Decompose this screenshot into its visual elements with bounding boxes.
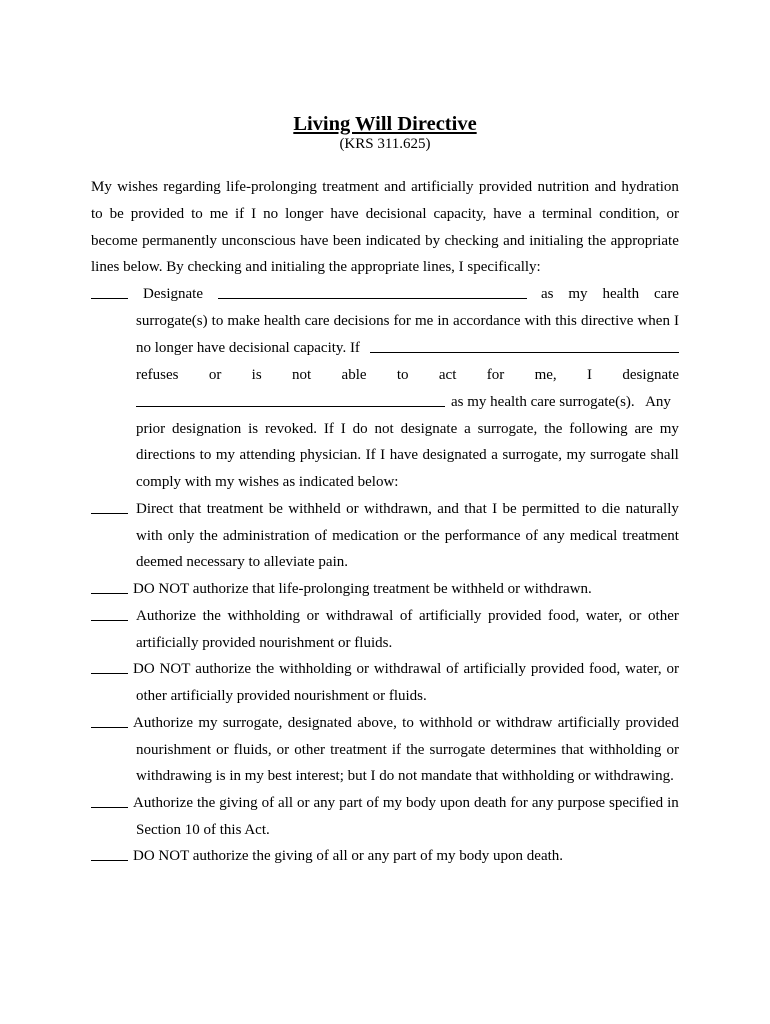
word: in — [667, 795, 679, 811]
word: I — [380, 447, 386, 463]
dl4-w4: able — [341, 367, 367, 383]
word: the — [255, 661, 275, 677]
word: by — [425, 233, 441, 249]
word: or — [306, 608, 320, 624]
word: following — [569, 421, 628, 437]
word: attending — [239, 447, 296, 463]
word: my — [566, 447, 586, 463]
word: prior — [136, 421, 166, 437]
word: that — [178, 501, 202, 517]
dl4-w9: I — [586, 367, 592, 383]
dl4-w0: refuses — [136, 367, 179, 383]
word: physician. — [299, 447, 362, 463]
word: have — [389, 447, 419, 463]
word: do — [352, 421, 368, 437]
word: me — [209, 206, 229, 222]
word: that — [561, 742, 584, 758]
word: the — [406, 742, 425, 758]
word: the — [587, 233, 607, 249]
word: hydration — [621, 179, 679, 195]
word: are — [634, 421, 653, 437]
intro-line-4: lines below. By checking and initialing the appropriate lines, I specifically: — [91, 259, 541, 275]
word: permanently — [142, 233, 218, 249]
word: naturally — [625, 501, 679, 517]
word: the — [196, 795, 216, 811]
designate-line-3: no longer have decisional capacity. If — [136, 340, 360, 356]
word: for — [393, 313, 411, 329]
word: the — [421, 528, 440, 544]
word: performance — [444, 528, 521, 544]
dl4-w10: designate — [622, 367, 679, 383]
word: and — [437, 501, 459, 517]
word: permitted — [522, 501, 580, 517]
word: withdraw — [495, 715, 553, 731]
dl4-w1: or — [208, 367, 222, 383]
word: health — [263, 313, 301, 329]
surrogate-name-field-3[interactable] — [136, 393, 445, 407]
word: withheld — [288, 501, 341, 517]
word: only — [167, 528, 195, 544]
word: artificially — [557, 715, 621, 731]
word: checking — [444, 233, 499, 249]
dl4-w3: not — [292, 367, 312, 383]
word: designated — [287, 715, 352, 731]
word: of — [366, 795, 379, 811]
word: withdrawal — [325, 608, 394, 624]
word: body — [406, 795, 437, 811]
authorize-surrogate-line-1 — [133, 714, 679, 732]
word: surrogate — [429, 742, 486, 758]
initial-line-do-not-withheld[interactable] — [91, 580, 128, 594]
word: and — [503, 233, 525, 249]
word: authorize — [195, 661, 252, 677]
word: capacity, — [433, 206, 487, 222]
word: or — [628, 608, 642, 624]
word: upon — [439, 795, 470, 811]
designate-trail-my: my — [568, 286, 588, 302]
word: shall — [650, 447, 679, 463]
word: surrogate, — [502, 447, 562, 463]
word: My — [91, 179, 112, 195]
word: artificially — [418, 608, 482, 624]
word: me — [414, 313, 434, 329]
word: of — [314, 528, 328, 544]
direct-line-1 — [136, 500, 679, 518]
designate-line-6 — [136, 420, 679, 438]
word: have — [330, 206, 359, 222]
word: a — [528, 206, 536, 222]
word: water, — [585, 608, 623, 624]
word: part — [339, 795, 363, 811]
dl4-w6: act — [438, 367, 457, 383]
word: is — [248, 421, 259, 437]
word: my — [382, 795, 403, 811]
word: or — [216, 742, 229, 758]
word: designate — [400, 421, 458, 437]
word: been — [332, 233, 362, 249]
word: to — [584, 501, 597, 517]
word: unconscious — [221, 233, 296, 249]
word: medical — [569, 528, 618, 544]
designate-line-7 — [136, 446, 679, 464]
word: become — [91, 233, 138, 249]
word: a — [464, 421, 471, 437]
word: designated — [422, 447, 487, 463]
word: decisional — [365, 206, 427, 222]
initial-line-designate[interactable] — [91, 285, 128, 299]
word: withholding — [227, 608, 301, 624]
authorize-body-line-2: Section 10 of this Act. — [136, 822, 270, 838]
word: to — [191, 206, 203, 222]
word: determines — [490, 742, 557, 758]
word: withdrawal — [373, 661, 442, 677]
word: food, — [589, 661, 621, 677]
word: I — [251, 206, 257, 222]
word: treatment — [622, 528, 679, 544]
word: If — [365, 447, 376, 463]
word: I — [673, 313, 679, 329]
word: my — [215, 447, 236, 463]
designate-line-5: as my health care surrogate(s). Any — [451, 394, 671, 410]
designate-line-8: comply with my wishes as indicated below: — [136, 474, 399, 490]
word: accordance — [453, 313, 521, 329]
word: decisions — [333, 313, 390, 329]
word: the — [199, 528, 218, 544]
word: of — [525, 528, 539, 544]
word: any — [531, 795, 554, 811]
word: all — [278, 795, 294, 811]
word: appropriate — [610, 233, 679, 249]
word: Authorize — [136, 608, 196, 624]
word: care — [304, 313, 330, 329]
authorize-surrogate-line-3: withdrawing is in my best interest; but I do not mandate that withholding or withdrawing. — [136, 768, 674, 784]
word: or — [666, 742, 679, 758]
designate-trail-care: care — [654, 286, 679, 302]
initial-line-authorize-surrogate[interactable] — [91, 714, 128, 728]
dl4-w2: is — [251, 367, 262, 383]
word: nutrition — [537, 179, 590, 195]
word: provided — [625, 715, 679, 731]
word: artificially — [411, 179, 474, 195]
word: directive — [580, 313, 634, 329]
word: longer — [285, 206, 324, 222]
surrogate-name-field-2[interactable] — [370, 339, 679, 353]
do-not-body-text: DO NOT authorize the giving of all or any part of my body upon death. — [133, 848, 564, 864]
word: other — [294, 742, 326, 758]
word: withholding — [588, 742, 662, 758]
word: fluids, — [233, 742, 272, 758]
word: be — [109, 206, 124, 222]
designate-line-2 — [136, 312, 679, 330]
word: provided — [530, 661, 585, 677]
word: with — [524, 313, 552, 329]
word: provided — [488, 608, 542, 624]
word: of — [446, 661, 459, 677]
word: be — [268, 501, 283, 517]
word: medication — [332, 528, 399, 544]
word: withholding — [279, 661, 352, 677]
word: or — [297, 795, 310, 811]
word: if — [235, 206, 245, 222]
word: make — [227, 313, 260, 329]
word: Direct — [136, 501, 174, 517]
dl4-w8: me, — [534, 367, 557, 383]
document-subtitle: (KRS 311.625) — [339, 136, 431, 152]
word: surrogate — [590, 447, 646, 463]
word: and — [594, 179, 617, 195]
word: with — [136, 528, 163, 544]
initial-line-do-not-food[interactable] — [91, 660, 128, 674]
word: designation — [172, 421, 242, 437]
word: administration — [222, 528, 310, 544]
word: the — [544, 421, 563, 437]
word: provided — [130, 206, 185, 222]
designate-line-4 — [136, 366, 679, 384]
word: that — [464, 501, 487, 517]
intro-line-2 — [91, 205, 679, 223]
word: and — [384, 179, 406, 195]
word: withhold — [419, 715, 473, 731]
word: for — [510, 795, 528, 811]
word: purpose — [557, 795, 606, 811]
word: water, — [625, 661, 662, 677]
word: directions — [136, 447, 196, 463]
word: no — [263, 206, 279, 222]
word: or — [666, 661, 679, 677]
intro-line-1 — [91, 178, 679, 196]
word: or — [477, 715, 491, 731]
word: this — [555, 313, 577, 329]
word: surrogate, — [222, 715, 283, 731]
word: have — [300, 233, 329, 249]
word: or — [666, 206, 679, 222]
word: to — [91, 206, 103, 222]
word: DO — [133, 661, 155, 677]
word: withdrawn, — [363, 501, 432, 517]
word: revoked. — [264, 421, 318, 437]
word: my — [198, 715, 218, 731]
word: indicated — [365, 233, 421, 249]
word: or — [403, 528, 417, 544]
designate-trail-health: health — [602, 286, 640, 302]
word: have — [493, 206, 522, 222]
word: death — [473, 795, 507, 811]
authorize-body-line-1 — [133, 794, 679, 812]
word: not — [374, 421, 394, 437]
word: nourishment — [136, 742, 211, 758]
word: I — [492, 501, 498, 517]
word: surrogate(s) — [136, 313, 208, 329]
dl4-w5: to — [396, 367, 409, 383]
word: when — [637, 313, 670, 329]
direct-line-3: deemed necessary to alleviate pain. — [136, 554, 348, 570]
word: terminal — [542, 206, 593, 222]
word: treatment — [322, 179, 379, 195]
authorize-food-line-1 — [136, 607, 679, 625]
initial-line-authorize-body[interactable] — [91, 794, 128, 808]
word: of — [399, 608, 413, 624]
word: treatment — [206, 501, 264, 517]
word: the — [202, 608, 221, 624]
word: NOT — [159, 661, 191, 677]
do-not-food-line-2: other artificially provided nourishment or fluids. — [136, 688, 427, 704]
word: specified — [608, 795, 664, 811]
direct-line-2 — [136, 527, 679, 545]
word: wishes — [117, 179, 158, 195]
word: initialing — [529, 233, 584, 249]
word: to — [199, 447, 212, 463]
surrogate-name-field-1[interactable] — [218, 285, 527, 299]
word: or — [276, 742, 290, 758]
document-title: Living Will Directive — [293, 113, 477, 135]
initial-line-authorize-food[interactable] — [91, 607, 128, 621]
designate-word: Designate — [143, 286, 203, 302]
word: be — [502, 501, 517, 517]
word: in — [437, 313, 449, 329]
word: life-prolonging — [226, 179, 317, 195]
word: food, — [547, 608, 580, 624]
initial-line-do-not-body[interactable] — [91, 847, 128, 861]
word: Authorize — [133, 795, 193, 811]
word: or — [346, 501, 359, 517]
word: any — [313, 795, 336, 811]
word: above, — [357, 715, 397, 731]
word: artificially — [463, 661, 526, 677]
initial-line-direct[interactable] — [91, 500, 128, 514]
intro-line-3 — [91, 232, 679, 250]
word: surrogate, — [477, 421, 538, 437]
word: to — [211, 313, 224, 329]
word: or — [356, 661, 369, 677]
word: treatment — [330, 742, 387, 758]
word: provided — [478, 179, 533, 195]
designate-trail-as: as — [541, 286, 554, 302]
word: Authorize — [133, 715, 193, 731]
word: a — [491, 447, 498, 463]
dl4-w7: for — [486, 367, 505, 383]
word: if — [391, 742, 402, 758]
authorize-surrogate-line-2 — [136, 741, 679, 759]
word: to — [402, 715, 414, 731]
word: of — [261, 795, 275, 811]
do-not-food-line-1 — [133, 660, 679, 678]
authorize-food-line-2: artificially provided nourishment or fluids. — [136, 635, 393, 651]
word: my — [659, 421, 679, 437]
word: giving — [219, 795, 258, 811]
word: I — [340, 421, 346, 437]
word: condition, — [599, 206, 660, 222]
designate-trail — [541, 285, 679, 303]
word: If — [323, 421, 334, 437]
word: die — [601, 501, 621, 517]
word: other — [648, 608, 679, 624]
do-not-withheld-text: DO NOT authorize that life-prolonging treatment be withheld or withdrawn. — [133, 581, 592, 597]
word: regarding — [163, 179, 221, 195]
word: any — [543, 528, 565, 544]
